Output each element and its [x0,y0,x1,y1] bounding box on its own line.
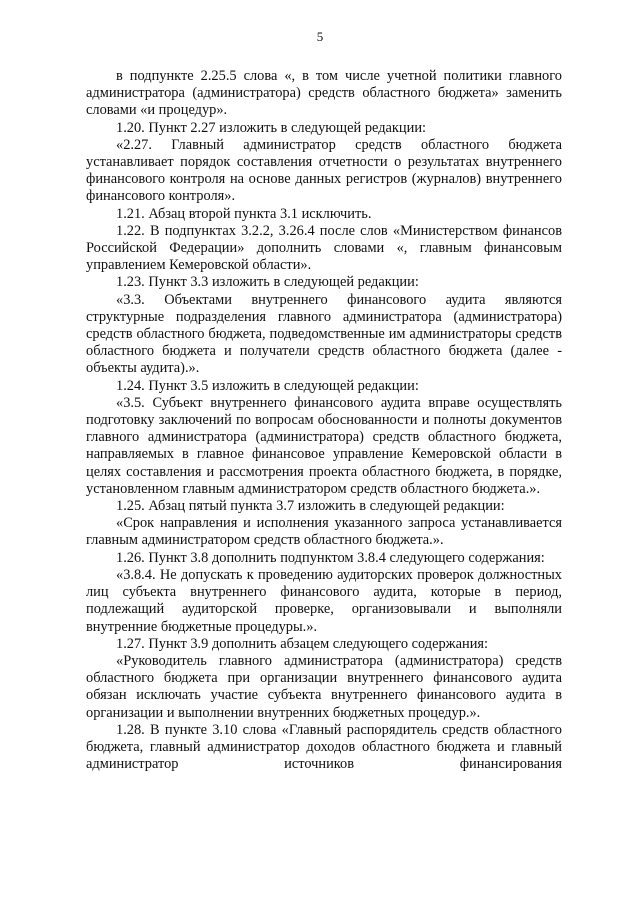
paragraph-item-1-25: 1.25. Абзац пятый пункта 3.7 изложить в следующей редакции: [116,498,505,515]
paragraph-subclause-2-25-5: в подпункте 2.25.5 слова «, в том числе учетной политики главного администратора (администратора) средств областного бюджета» заменить словами «и процедур». [86,68,562,119]
paragraph-item-1-23: 1.23. Пункт 3.3 изложить в следующей редакции: [116,274,419,291]
page-number: 5 [316,29,324,44]
paragraph-quote-3-5: «3.5. Субъект внутреннего финансового аудита вправе осуществлять подготовку заключений по вопросам обоснованности и полноты документов главного администратора (администратора) средств областного бюджета, направляемых в главное финансовое управление Кемеровской области в целях составления и рассмотрения проекта областного бюджета, в порядке, установленном главным администратором средств областного бюджета.». [86,394,562,497]
paragraph-quote-2-27: «2.27. Главный администратор средств областного бюджета устанавливает порядок составления отчетности о результатах внутреннего финансового контроля на основе данных регистров (журналов) внутреннего финансового контроля». [86,136,562,205]
paragraph-item-1-26: 1.26. Пункт 3.8 дополнить подпунктом 3.8.4 следующего содержания: [116,549,545,566]
paragraph-quote-3-8-4: «3.8.4. Не допускать к проведению аудиторских проверок должностных лиц субъекта внутреннего финансового аудита, которые в период, подлежащий аудиторской проверке, организовывали и выполняли внутренние бюджетные процедуры.». [86,566,562,635]
paragraph-quote-request-term: «Срок направления и исполнения указанного запроса устанавливается главным администратором средств областного бюджета.». [86,515,562,549]
paragraph-quote-3-3: «3.3. Объектами внутреннего финансового аудита являются структурные подразделения главного администратора (администратора) средств областного бюджета, подведомственные им администраторы средств областного бюджета и получатели средств областного бюджета (далее - объекты аудита).». [86,291,562,377]
paragraph-item-1-27: 1.27. Пункт 3.9 дополнить абзацем следующего содержания: [116,635,489,652]
paragraph-item-1-22: 1.22. В подпунктах 3.2.2, 3.26.4 после слов «Министерством финансов Российской Федерации» дополнить словами «, главным финансовым управлением Кемеровской области». [86,222,562,274]
paragraph-item-1-20: 1.20. Пункт 2.27 изложить в следующей редакции: [116,119,427,136]
paragraph-item-1-24: 1.24. Пункт 3.5 изложить в следующей редакции: [116,377,419,394]
paragraph-item-1-21: 1.21. Абзац второй пункта 3.1 исключить. [116,205,372,222]
paragraph-quote-head-administrator: «Руководитель главного администратора (администратора) средств областного бюджета при организации внутреннего финансового аудита обязан исключать участие субъекта внутреннего финансового аудита в организации и выполнении внутренних бюджетных процедур.». [86,652,562,721]
paragraph-item-1-28: 1.28. В пункте 3.10 слова «Главный распорядитель средств областного бюджета, главный администратор доходов областного бюджета и главный администратор источников финансирования [86,721,562,773]
document-body [86,68,562,773]
